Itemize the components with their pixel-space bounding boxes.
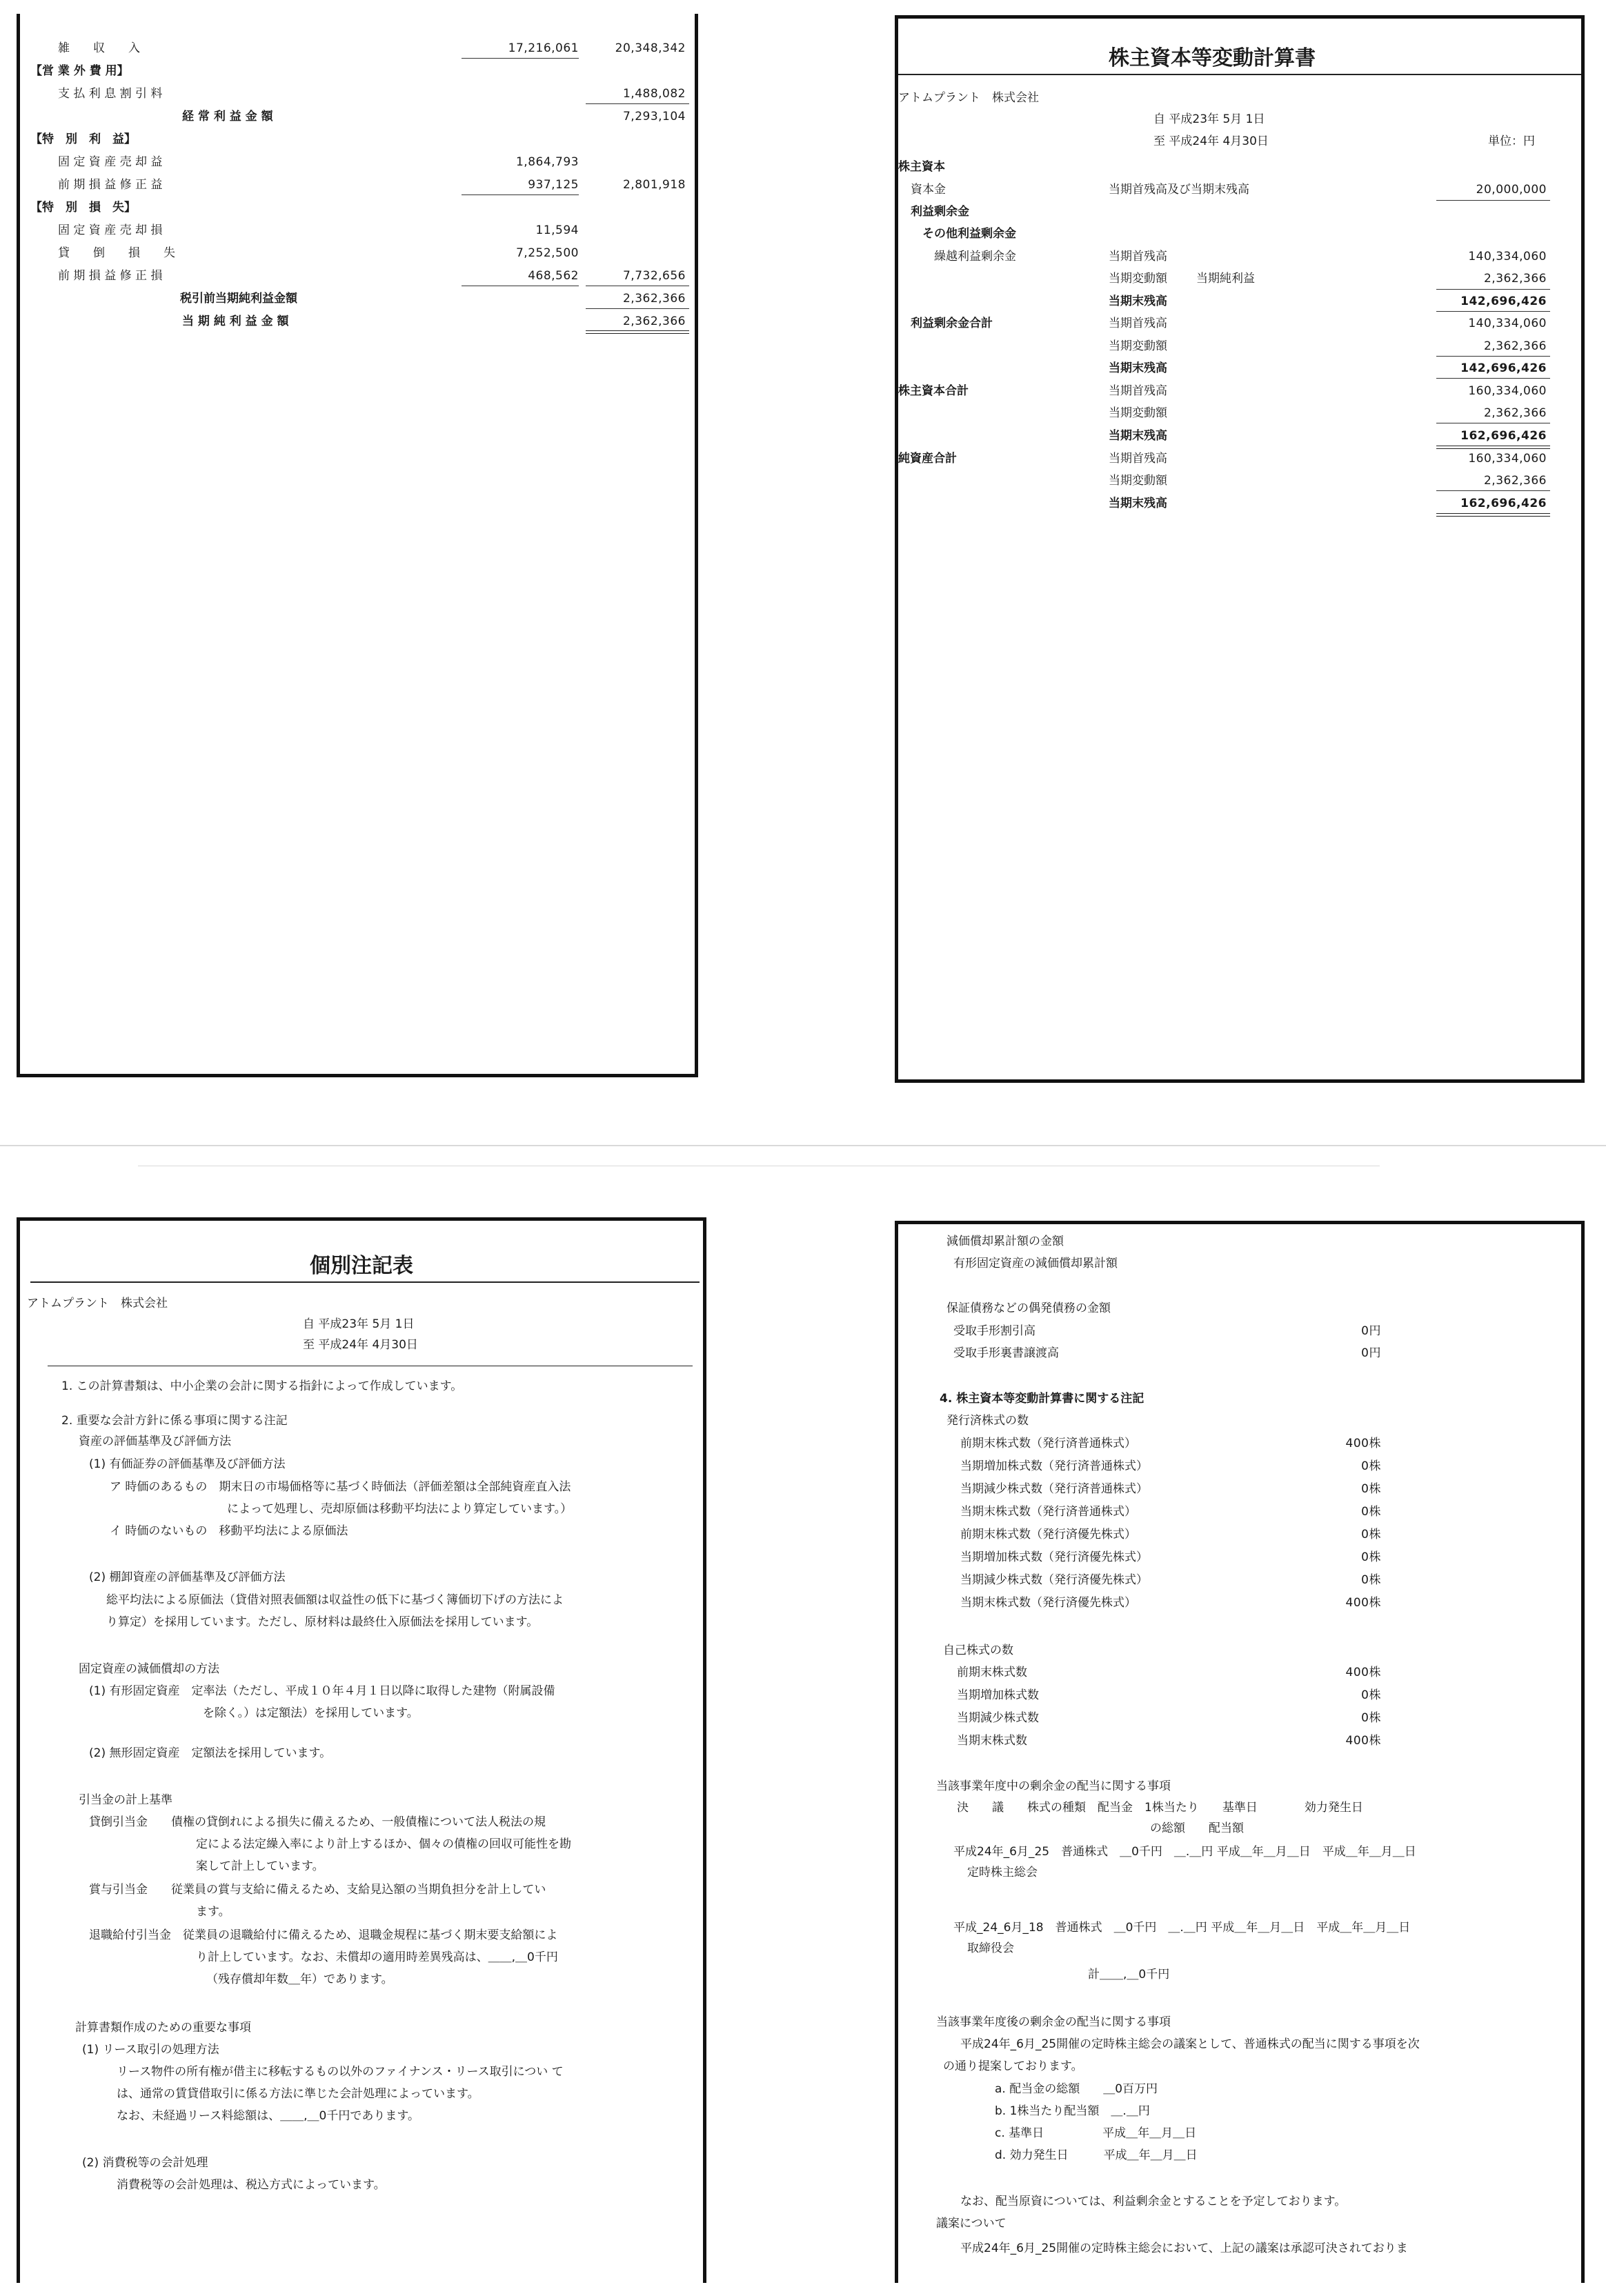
note-line: の総額 配当額 — [1150, 1821, 1244, 1835]
income-statement-page — [17, 14, 698, 1077]
note-line: (1) 有形固定資産 定率法（ただし、平成１０年４月１日以降に取得した建物（附属設備 — [89, 1684, 555, 1698]
note-line: 発行済株式の数 — [946, 1414, 1029, 1428]
share-label: 当期減少株式数 — [957, 1711, 1039, 1725]
eq-c3: 当期純利益 — [1196, 272, 1255, 286]
eq-value: 142,696,426 — [1460, 295, 1547, 308]
share-value: 400株 — [1345, 1437, 1381, 1450]
share-value: 0株 — [1361, 1550, 1381, 1564]
eq-c2: 当期首残高及び当期末残高 — [1109, 183, 1249, 197]
note-line: 保証債務などの偶発債務の金額 — [946, 1301, 1111, 1315]
pl-label: 雑 収 入 — [58, 41, 140, 55]
period-to: 至 平成24年 4月30日 — [1153, 134, 1269, 148]
pl-section: 【特 別 利 益】 — [30, 132, 136, 146]
note-line: 定時株主総会 — [967, 1866, 1038, 1879]
note-line: の通り提案しております。 — [943, 2059, 1083, 2073]
double-underline — [1436, 446, 1550, 449]
note-line: (2) 無形固定資産 定額法を採用しています。 — [89, 1746, 332, 1760]
note-line: ます。 — [196, 1905, 230, 1919]
eq-c2: 当期末残高 — [1109, 361, 1167, 375]
eq-value: 140,334,060 — [1468, 250, 1547, 263]
share-label: 前期末株式数（発行済普通株式） — [960, 1437, 1136, 1450]
title-rule — [30, 1281, 700, 1283]
title-rule — [898, 74, 1581, 75]
note-line: 議案について — [936, 2217, 1007, 2230]
note-line: a. 配当金の総額 ＿0百万円 — [995, 2082, 1158, 2096]
note-line: なお、配当原資については、利益剰余金とすることを予定しております。 — [960, 2195, 1347, 2208]
note-line: 消費税等の会計処理は、税込方式によっています。 — [117, 2178, 386, 2192]
underline — [462, 194, 579, 195]
pl-section: 【営 業 外 費 用】 — [30, 64, 129, 78]
share-value: 0株 — [1361, 1688, 1381, 1702]
note-line: 有形固定資産の減価償却累計額 — [953, 1257, 1118, 1270]
share-value: 0株 — [1361, 1505, 1381, 1519]
note-line: 計算書類作成のための重要な事項 — [75, 2021, 251, 2035]
pl-amount: 1,864,793 — [515, 155, 579, 169]
eq-c1: 株主資本合計 — [898, 384, 969, 398]
note-line: リース物件の所有権が借主に移転するもの以外のファイナンス・リース取引につい て — [117, 2065, 564, 2079]
share-label: 当期増加株式数（発行済優先株式） — [960, 1550, 1148, 1564]
note-line: 退職給付引当金 従業員の退職給付に備えるため、退職金規程に基づく期末要支給額によ — [89, 1928, 558, 1942]
pl-amount: 17,216,061 — [508, 41, 579, 55]
pl-amount: 468,562 — [528, 269, 579, 283]
note-line: (1) リース取引の処理方法 — [82, 2043, 219, 2057]
pl-total: 7,293,104 — [622, 110, 686, 123]
note-line: 決 議 株式の種類 配当金 1株当たり 基準日 効力発生日 — [957, 1801, 1363, 1815]
share-value: 0株 — [1361, 1482, 1381, 1496]
unit-label: 単位：円 — [1488, 134, 1535, 148]
pl-amount: 11,594 — [535, 223, 579, 237]
notes-continued-page — [895, 1221, 1585, 2283]
note-line: 固定資産の減価償却の方法 — [79, 1662, 219, 1676]
eq-value: 140,334,060 — [1468, 317, 1547, 330]
eq-c2: 当期変動額 — [1109, 272, 1167, 286]
note-line: 受取手形割引高 — [953, 1324, 1035, 1338]
underline — [1436, 311, 1550, 312]
pl-amount: 937,125 — [528, 178, 579, 192]
eq-value: 162,696,426 — [1460, 429, 1547, 443]
eq-c2: 当期首残高 — [1109, 250, 1167, 263]
eq-c2: 当期首残高 — [1109, 317, 1167, 330]
pl-label: 前 期 損 益 修 正 益 — [58, 178, 163, 192]
note-line: d. 効力発生日 平成＿年＿月＿日 — [995, 2148, 1198, 2162]
note-line: なお、未経過リース料総額は、＿＿,＿0千円であります。 — [117, 2109, 420, 2123]
eq-value: 142,696,426 — [1460, 361, 1547, 375]
notes-page — [17, 1217, 706, 2283]
share-label: 当期末株式数 — [957, 1734, 1027, 1748]
note-line: 受取手形裏書譲渡高 — [953, 1346, 1059, 1360]
note-line: は、通常の賃貸借取引に係る方法に準じた会計処理によっています。 — [117, 2087, 479, 2101]
eq-c2: 当期末残高 — [1109, 429, 1167, 443]
period-from: 自 平成23年 5月 1日 — [303, 1317, 415, 1331]
share-value: 0株 — [1361, 1528, 1381, 1541]
note-line: (2) 消費税等の会計処理 — [82, 2156, 208, 2170]
underline — [1436, 289, 1550, 290]
note-line: 取締役会 — [967, 1941, 1014, 1955]
eq-value: 20,000,000 — [1476, 183, 1547, 197]
note-line: 平成_24_6月_18 普通株式 ＿0千円 ＿.＿円 平成＿年＿月＿日 平成＿年＿月＿日 — [953, 1921, 1411, 1935]
note-line: ア 時価のあるもの 期末日の市場価格等に基づく時価法（評価差額は全部純資産直入法 — [110, 1480, 571, 1494]
pl-total: 7,732,656 — [622, 269, 686, 283]
company-name: アトムプラント 株式会社 — [898, 91, 1039, 105]
note-line: 計＿＿,＿0千円 — [1088, 1968, 1170, 1981]
note-line: 自己株式の数 — [943, 1644, 1013, 1657]
note-line: (2) 棚卸資産の評価基準及び評価方法 — [89, 1570, 286, 1584]
pl-label: 前 期 損 益 修 正 損 — [58, 269, 163, 283]
note-line: 引当金の計上基準 — [79, 1793, 172, 1807]
equity-statement-page — [895, 15, 1585, 1083]
share-value: 400株 — [1345, 1596, 1381, 1610]
guarantee-value: 0円 — [1361, 1324, 1381, 1338]
note-line: 2. 重要な会計方針に係る事項に関する注記 — [61, 1414, 288, 1428]
underline — [462, 58, 579, 59]
pl-label: 支 払 利 息 割 引 料 — [58, 87, 163, 101]
pl-subtotal: 経 常 利 益 金 額 — [182, 110, 273, 123]
share-label: 当期末株式数（発行済普通株式） — [960, 1505, 1136, 1519]
eq-c2: 当期首残高 — [1109, 384, 1167, 398]
pl-total: 1,488,082 — [622, 87, 686, 101]
note-line: 平成24年_6月_25開催の定時株主総会において、上記の議案は承認可決されておりま — [960, 2242, 1408, 2255]
eq-value: 162,696,426 — [1460, 497, 1547, 510]
eq-value: 2,362,366 — [1483, 339, 1547, 353]
eq-c2: 当期変動額 — [1109, 339, 1167, 353]
note-line: 定による法定繰入率により計上するほか、個々の債権の回収可能性を勘 — [196, 1837, 571, 1851]
share-label: 当期減少株式数（発行済優先株式） — [960, 1573, 1148, 1587]
note-line: 案して計上しています。 — [196, 1859, 324, 1873]
note-line: 平成24年_6月_25開催の定時株主総会の議案として、普通株式の配当に関する事項を次 — [960, 2037, 1420, 2051]
pl-label: 固 定 資 産 売 却 損 — [58, 223, 163, 237]
share-label: 当期増加株式数（発行済普通株式） — [960, 1459, 1148, 1473]
note-line: 減価償却累計額の金額 — [946, 1235, 1064, 1248]
note-line: 平成24年_6月_25 普通株式 ＿0千円 ＿.＿円 平成＿年＿月＿日 平成＿年＿月＿日 — [953, 1845, 1416, 1859]
period-from: 自 平成23年 5月 1日 — [1153, 112, 1265, 126]
share-label: 前期末株式数（発行済優先株式） — [960, 1528, 1136, 1541]
share-value: 0株 — [1361, 1459, 1381, 1473]
pl-subtotal: 当 期 純 利 益 金 額 — [182, 315, 289, 328]
eq-c2: 当期変動額 — [1109, 474, 1167, 488]
share-value: 400株 — [1345, 1666, 1381, 1679]
underline — [1436, 378, 1550, 379]
double-underline — [1436, 513, 1550, 517]
pl-label: 固 定 資 産 売 却 益 — [58, 155, 163, 169]
scan-artifact — [0, 1145, 1606, 1146]
note-line: 1. この計算書類は、中小企業の会計に関する指針によって作成しています。 — [61, 1379, 463, 1393]
note-line: 当該事業年度後の剰余金の配当に関する事項 — [936, 2015, 1171, 2029]
note-line: b. 1株当たり配当額 ＿.＿円 — [995, 2104, 1150, 2118]
section-heading: 4. 株主資本等変動計算書に関する注記 — [940, 1392, 1144, 1406]
eq-c1: その他利益剰余金 — [922, 227, 1016, 241]
underline — [586, 103, 689, 104]
page-title: 個別注記表 — [310, 1254, 413, 1278]
pl-total: 2,362,366 — [622, 292, 686, 306]
note-line: り算定）を採用しています。ただし、原材料は最終仕入原価法を採用しています。 — [106, 1615, 539, 1629]
eq-c1: 利益剰余金合計 — [911, 317, 993, 330]
pl-total: 20,348,342 — [615, 41, 686, 55]
eq-c1: 利益剰余金 — [911, 205, 969, 219]
eq-c2: 当期末残高 — [1109, 295, 1167, 308]
period-to: 至 平成24年 4月30日 — [303, 1338, 418, 1352]
note-line: c. 基準日 平成＿年＿月＿日 — [995, 2126, 1197, 2140]
note-line: イ 時価のないもの 移動平均法による原価法 — [110, 1524, 348, 1538]
share-label: 前期末株式数 — [957, 1666, 1027, 1679]
company-name: アトムプラント 株式会社 — [27, 1297, 168, 1310]
share-value: 400株 — [1345, 1734, 1381, 1748]
note-line: 賞与引当金 従業員の賞与支給に備えるため、支給見込額の当期負担分を計上してい — [89, 1883, 546, 1897]
note-line: を除く。）は定額法）を採用しています。 — [203, 1706, 419, 1720]
eq-value: 160,334,060 — [1468, 384, 1547, 398]
note-line: 貸倒引当金 債権の貸倒れによる損失に備えるため、一般債権について法人税法の規 — [89, 1815, 546, 1829]
underline — [1436, 356, 1550, 357]
note-line: によって処理し、売却原価は移動平均法により算定しています。） — [227, 1502, 573, 1516]
pl-label: 貸 倒 損 失 — [58, 246, 175, 260]
share-label: 当期末株式数（発行済優先株式） — [960, 1596, 1136, 1610]
eq-c2: 当期変動額 — [1109, 406, 1167, 420]
eq-c1: 繰越利益剰余金 — [934, 250, 1016, 263]
note-line: 総平均法による原価法（貸借対照表価額は収益性の低下に基づく簿価切下げの方法によ — [106, 1593, 564, 1607]
underline — [586, 308, 689, 309]
eq-c2: 当期首残高 — [1109, 452, 1167, 466]
eq-c1: 純資産合計 — [898, 452, 957, 466]
note-line: （残存償却年数＿年）であります。 — [206, 1973, 393, 1986]
eq-c1: 株主資本 — [898, 160, 945, 174]
eq-value: 160,334,060 — [1468, 452, 1547, 466]
page-title: 株主資本等変動計算書 — [1109, 46, 1316, 70]
eq-value: 2,362,366 — [1483, 406, 1547, 420]
note-line: (1) 有価証券の評価基準及び評価方法 — [89, 1457, 286, 1471]
eq-c1: 資本金 — [911, 183, 946, 197]
double-underline — [586, 330, 689, 334]
pl-total: 2,362,366 — [622, 315, 686, 328]
pl-amount: 7,252,500 — [515, 246, 579, 260]
share-value: 0株 — [1361, 1711, 1381, 1725]
underline — [1436, 490, 1550, 491]
pl-total: 2,801,918 — [622, 178, 686, 192]
pl-section: 【特 別 損 失】 — [30, 201, 136, 214]
eq-c2: 当期末残高 — [1109, 497, 1167, 510]
pl-subtotal: 税引前当期純利益金額 — [180, 292, 297, 306]
note-line: 資産の評価基準及び評価方法 — [79, 1435, 231, 1448]
eq-value: 2,362,366 — [1483, 272, 1547, 286]
note-line: 当該事業年度中の剰余金の配当に関する事項 — [936, 1779, 1171, 1793]
share-label: 当期増加株式数 — [957, 1688, 1039, 1702]
note-line: り計上しています。なお、未償却の適用時差異残高は、＿＿,＿0千円 — [196, 1950, 558, 1964]
guarantee-value: 0円 — [1361, 1346, 1381, 1360]
eq-value: 2,362,366 — [1483, 474, 1547, 488]
underline — [1436, 200, 1550, 201]
share-label: 当期減少株式数（発行済普通株式） — [960, 1482, 1148, 1496]
share-value: 0株 — [1361, 1573, 1381, 1587]
